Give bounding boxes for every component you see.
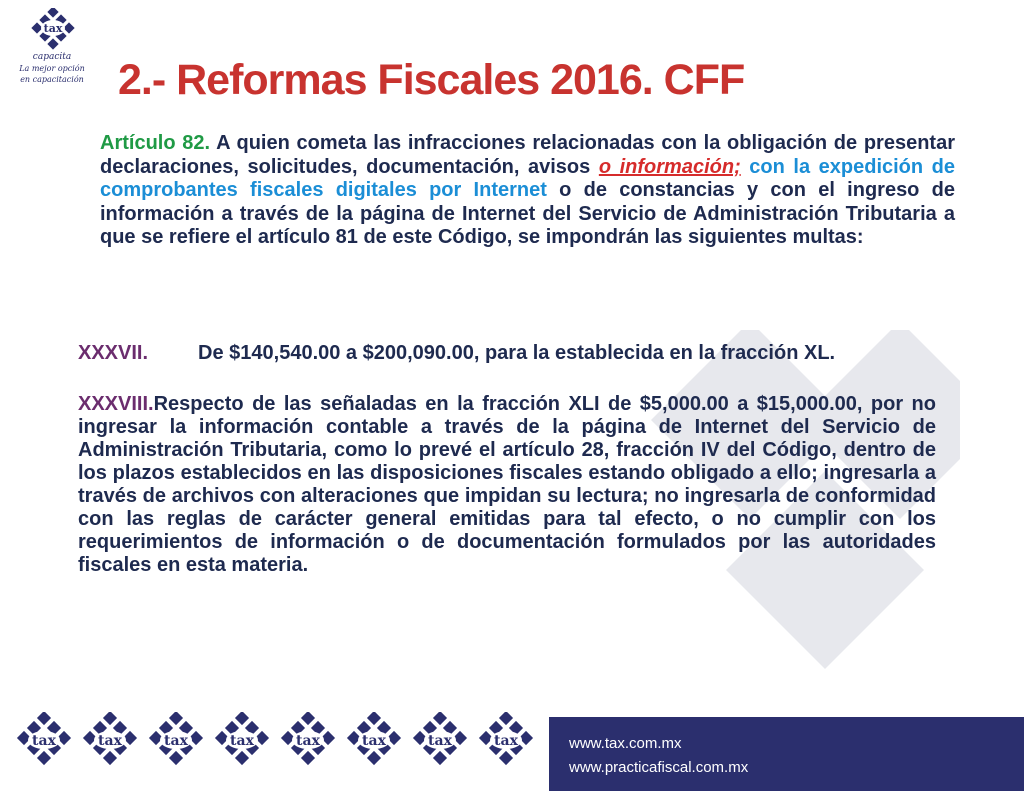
fraction-item [78,393,936,577]
logo-caption-line2: La mejor opción [19,64,85,73]
footer-logo-text: tax [32,733,56,749]
footer-tax-logo-icon [278,712,338,772]
article-text-a: A quien cometa las infracciones relacionadas con la obligación de presentar declaraciones, solicitudes, documentación, avisos [100,132,955,178]
footer-bar [549,717,1024,791]
tax-logo-icon [30,8,80,52]
footer-tax-logo-icon [344,712,404,772]
company-logo [14,8,94,92]
fraction-number: XXXVII. [78,342,149,364]
svg-text:tax: tax [43,22,63,35]
logo-caption-line1: capacita [32,52,72,62]
footer-logo-text: tax [494,733,518,749]
footer-tax-logo-icon [80,712,140,772]
footer-tax-logo-icon [410,712,470,772]
article-lead: Artículo 82. [100,132,211,154]
footer-logo-text: tax [296,733,320,749]
article-text-b: o de constancias y con el ingreso de información a través de la página de Internet del Servicio de Administración Tributaria a que se refiere el artículo 81 de este Código, se impondrán las siguientes multas: [100,179,955,248]
footer-tax-logo-icon [146,712,206,772]
footer-tax-logo-icon [476,712,536,772]
footer-logo-text: tax [362,733,386,749]
footer-tax-logo-icon [14,712,74,772]
article-highlight-blue: con la expedición de comprobantes fiscales digitales por Internet [100,155,956,201]
fraction-text: De $140,540.00 a $200,090.00, para la establecida en la fracción XL. [198,342,836,364]
footer-logo-strip [14,712,544,772]
logo-caption [14,52,90,85]
fraction-text: Respecto de las señaladas en la fracción XLI de $5,000.00 a $15,000.00, por no ingresar la información contable a través de la página de Internet del Servicio de Administración Tributaria, como lo prevé el artículo 28, fracción IV del Código, dentro de los plazos establecidos en las disposiciones fiscales estando obligado a ello; ingresarla a través de archivos con alteraciones que impidan su lectura; no ingresarla de conformidad con las reglas de carácter general emitidas para tal efecto, o no cumplir con los requerimientos de información o de documentación formulados por las autoridades fiscales en esta materia. [78,393,936,576]
article-paragraph [100,132,955,250]
footer-logo-text: tax [428,733,452,749]
footer-logo-text: tax [230,733,254,749]
footer-logo-text: tax [164,733,188,749]
fraction-item [78,342,936,365]
footer-link-practicafiscal[interactable]: www.practicafiscal.com.mx [569,759,749,776]
footer-link-tax[interactable]: www.tax.com.mx [569,735,682,752]
slide-title: 2.- Reformas Fiscales 2016. CFF [118,56,745,104]
footer-tax-logo-icon [212,712,272,772]
fraction-number: XXXVIII. [78,393,154,415]
footer-logo-text: tax [98,733,122,749]
logo-caption-line3: en capacitación [20,75,84,84]
article-highlight-red: o información; [598,155,741,178]
